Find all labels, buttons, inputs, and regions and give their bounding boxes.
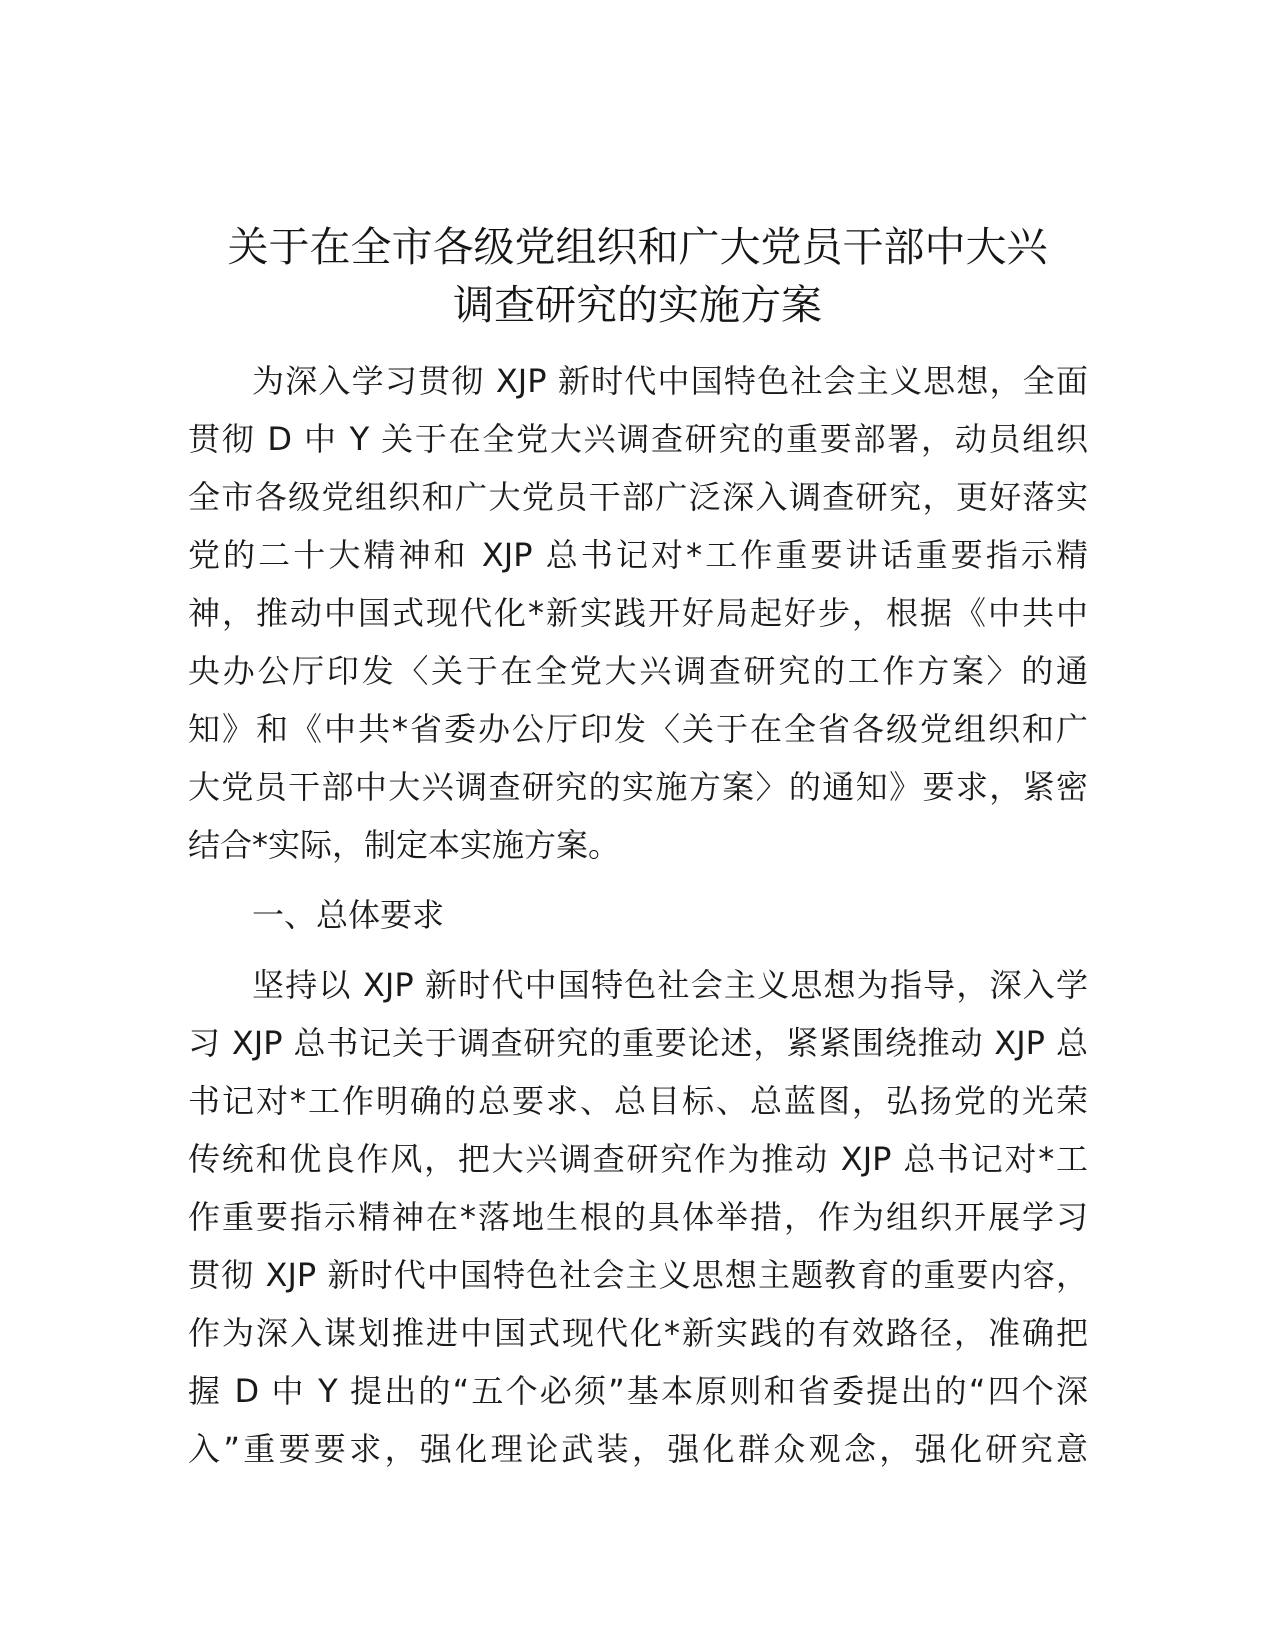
section-gap	[188, 944, 1088, 956]
section-heading: 一、总体要求	[252, 896, 445, 934]
paragraph-line: 贯彻 XJP 新时代中国特色社会主义思想主题教育的重要内容，	[188, 1256, 1088, 1294]
paragraph-line: 入”重要要求，强化理论武装，强化群众观念，强化研究意	[188, 1430, 1088, 1468]
paragraph-line: 知》和《中共*省委办公厅印发〈关于在全省各级党组织和广	[188, 710, 1088, 748]
paragraph-line: 党的二十大精神和 XJP 总书记对*工作重要讲话重要指示精	[188, 536, 1088, 574]
paragraph-line: 全市各级党组织和广大党员干部广泛深入调查研究，更好落实	[188, 478, 1088, 516]
paragraph-line: 大党员干部中大兴调查研究的实施方案〉的通知》要求，紧密	[188, 768, 1088, 806]
paragraph-line: 央办公厅印发〈关于在全党大兴调查研究的工作方案〉的通	[188, 652, 1088, 690]
paragraph-line: 习 XJP 总书记关于调查研究的重要论述，紧紧围绕推动 XJP 总	[188, 1024, 1088, 1062]
title-line: 调查研究的实施方案	[453, 281, 822, 329]
title-line: 关于在全市各级党组织和广大党员干部中大兴	[227, 223, 1048, 271]
paragraph-line: 作为深入谋划推进中国式现代化*新实践的有效路径，准确把	[188, 1314, 1088, 1352]
paragraph-line: 传统和优良作风，把大兴调查研究作为推动 XJP 总书记对*工	[188, 1140, 1088, 1178]
paragraph-line: 神，推动中国式现代化*新实践开好局起好步，根据《中共中	[188, 594, 1088, 632]
paragraph-line: 坚持以 XJP 新时代中国特色社会主义思想为指导，深入学	[252, 966, 1088, 1004]
paragraph-line: 贯彻 D 中 Y 关于在全党大兴调查研究的重要部署，动员组织	[188, 420, 1088, 458]
requirements-paragraph	[188, 956, 1088, 1478]
paragraph-line: 为深入学习贯彻 XJP 新时代中国特色社会主义思想，全面	[252, 362, 1088, 400]
paragraph-line: 作重要指示精神在*落地生根的具体举措，作为组织开展学习	[188, 1198, 1088, 1236]
paragraph-line: 握 D 中 Y 提出的“五个必须”基本原则和省委提出的“四个深	[188, 1372, 1088, 1410]
paragraph-line: 书记对*工作明确的总要求、总目标、总蓝图，弘扬党的光荣	[188, 1082, 1088, 1120]
document-body	[188, 352, 1088, 1478]
intro-paragraph	[188, 352, 1088, 874]
paragraph-line: 结合*实际，制定本实施方案。	[188, 826, 621, 864]
document-title	[160, 218, 1115, 334]
